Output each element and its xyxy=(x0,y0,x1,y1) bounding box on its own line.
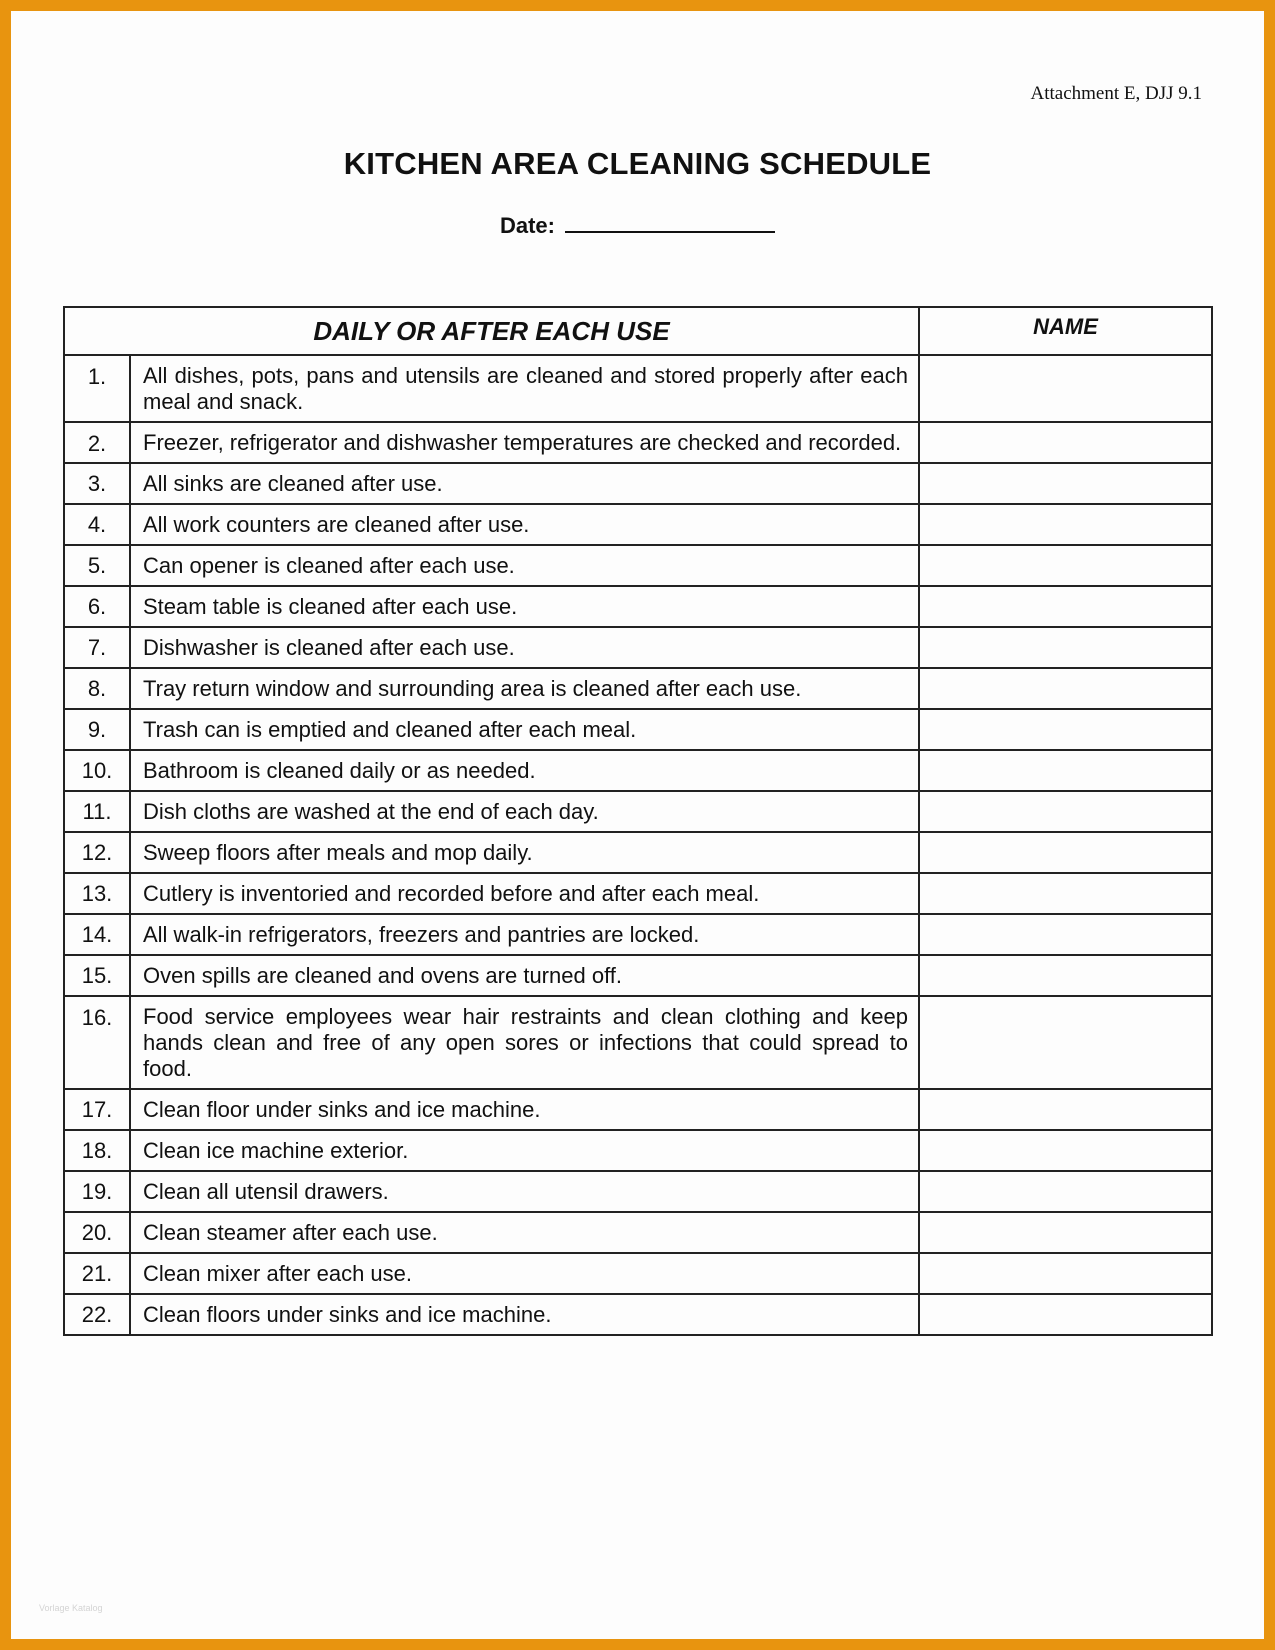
name-entry-cell[interactable] xyxy=(919,1130,1212,1171)
task-description: Clean ice machine exterior. xyxy=(130,1130,919,1171)
row-number: 9. xyxy=(64,709,130,750)
watermark: Vorlage Katalog xyxy=(39,1603,103,1613)
page-title: KITCHEN AREA CLEANING SCHEDULE xyxy=(343,146,932,181)
row-number: 3. xyxy=(64,463,130,504)
name-entry-cell[interactable] xyxy=(919,1171,1212,1212)
name-entry-cell[interactable] xyxy=(919,627,1212,668)
row-number: 21. xyxy=(64,1253,130,1294)
table-row xyxy=(64,668,1212,709)
name-entry-cell[interactable] xyxy=(919,422,1212,463)
name-entry-cell[interactable] xyxy=(919,955,1212,996)
row-number: 7. xyxy=(64,627,130,668)
row-number: 10. xyxy=(64,750,130,791)
task-description: Sweep floors after meals and mop daily. xyxy=(130,832,919,873)
name-entry-cell[interactable] xyxy=(919,709,1212,750)
table-row xyxy=(64,791,1212,832)
row-number: 2. xyxy=(64,422,130,463)
name-entry-cell[interactable] xyxy=(919,832,1212,873)
table-row xyxy=(64,832,1212,873)
name-entry-cell[interactable] xyxy=(919,1294,1212,1335)
date-label: Date: xyxy=(499,213,555,238)
row-number: 1. xyxy=(64,355,130,422)
attachment-label: Attachment E, DJJ 9.1 xyxy=(1030,83,1202,104)
row-number: 15. xyxy=(64,955,130,996)
task-description: Clean all utensil drawers. xyxy=(130,1171,919,1212)
table-row xyxy=(64,750,1212,791)
name-entry-cell[interactable] xyxy=(919,668,1212,709)
row-number: 17. xyxy=(64,1089,130,1130)
task-description: Steam table is cleaned after each use. xyxy=(130,586,919,627)
task-description: Cutlery is inventoried and recorded before and after each meal. xyxy=(130,873,919,914)
table-row xyxy=(64,914,1212,955)
table-row xyxy=(64,422,1212,463)
table-row xyxy=(64,545,1212,586)
table-row xyxy=(64,355,1212,422)
row-number: 14. xyxy=(64,914,130,955)
task-description: All dishes, pots, pans and utensils are cleaned and stored properly after each meal and snack. xyxy=(130,355,919,422)
name-entry-cell[interactable] xyxy=(919,791,1212,832)
table-row xyxy=(64,1294,1212,1335)
name-entry-cell[interactable] xyxy=(919,463,1212,504)
row-number: 5. xyxy=(64,545,130,586)
row-number: 12. xyxy=(64,832,130,873)
row-number: 20. xyxy=(64,1212,130,1253)
task-description: Tray return window and surrounding area is cleaned after each use. xyxy=(130,668,919,709)
table-body xyxy=(64,355,1212,1335)
task-description: Dishwasher is cleaned after each use. xyxy=(130,627,919,668)
task-description: All walk-in refrigerators, freezers and pantries are locked. xyxy=(130,914,919,955)
name-entry-cell[interactable] xyxy=(919,873,1212,914)
name-entry-cell[interactable] xyxy=(919,1212,1212,1253)
table-row xyxy=(64,627,1212,668)
row-number: 4. xyxy=(64,504,130,545)
row-number: 18. xyxy=(64,1130,130,1171)
date-field xyxy=(11,211,1264,239)
task-column-header: DAILY OR AFTER EACH USE xyxy=(64,307,919,355)
task-description: Clean steamer after each use. xyxy=(130,1212,919,1253)
task-description: All sinks are cleaned after use. xyxy=(130,463,919,504)
task-description: Clean floors under sinks and ice machine. xyxy=(130,1294,919,1335)
task-description: Dish cloths are washed at the end of each day. xyxy=(130,791,919,832)
row-number: 11. xyxy=(64,791,130,832)
task-description: Clean floor under sinks and ice machine. xyxy=(130,1089,919,1130)
name-entry-cell[interactable] xyxy=(919,504,1212,545)
row-number: 19. xyxy=(64,1171,130,1212)
row-number: 22. xyxy=(64,1294,130,1335)
task-description: All work counters are cleaned after use. xyxy=(130,504,919,545)
table-row xyxy=(64,586,1212,627)
name-entry-cell[interactable] xyxy=(919,914,1212,955)
table-row xyxy=(64,1212,1212,1253)
row-number: 6. xyxy=(64,586,130,627)
table-row xyxy=(64,1171,1212,1212)
table-row xyxy=(64,1253,1212,1294)
cleaning-schedule-table xyxy=(63,306,1213,1336)
row-number: 13. xyxy=(64,873,130,914)
date-blank-line[interactable] xyxy=(565,211,775,233)
table-header-row xyxy=(64,307,1212,355)
name-entry-cell[interactable] xyxy=(919,1089,1212,1130)
task-description: Oven spills are cleaned and ovens are turned off. xyxy=(130,955,919,996)
table-row xyxy=(64,996,1212,1089)
table-row xyxy=(64,1089,1212,1130)
name-entry-cell[interactable] xyxy=(919,1253,1212,1294)
name-entry-cell[interactable] xyxy=(919,355,1212,422)
row-number: 16. xyxy=(64,996,130,1089)
task-description: Bathroom is cleaned daily or as needed. xyxy=(130,750,919,791)
name-column-header: NAME xyxy=(919,307,1212,355)
table-row xyxy=(64,955,1212,996)
name-entry-cell[interactable] xyxy=(919,996,1212,1089)
row-number: 8. xyxy=(64,668,130,709)
table-row xyxy=(64,873,1212,914)
table-row xyxy=(64,504,1212,545)
task-description: Clean mixer after each use. xyxy=(130,1253,919,1294)
task-description: Food service employees wear hair restraints and clean clothing and keep hands clean and free of any open sores or infections that could spread to food. xyxy=(130,996,919,1089)
name-entry-cell[interactable] xyxy=(919,586,1212,627)
task-description: Can opener is cleaned after each use. xyxy=(130,545,919,586)
name-entry-cell[interactable] xyxy=(919,750,1212,791)
table-row xyxy=(64,463,1212,504)
table-row xyxy=(64,709,1212,750)
document-page xyxy=(11,11,1264,1639)
table-row xyxy=(64,1130,1212,1171)
name-entry-cell[interactable] xyxy=(919,545,1212,586)
task-description: Freezer, refrigerator and dishwasher temperatures are checked and recorded. xyxy=(130,422,919,463)
task-description: Trash can is emptied and cleaned after each meal. xyxy=(130,709,919,750)
